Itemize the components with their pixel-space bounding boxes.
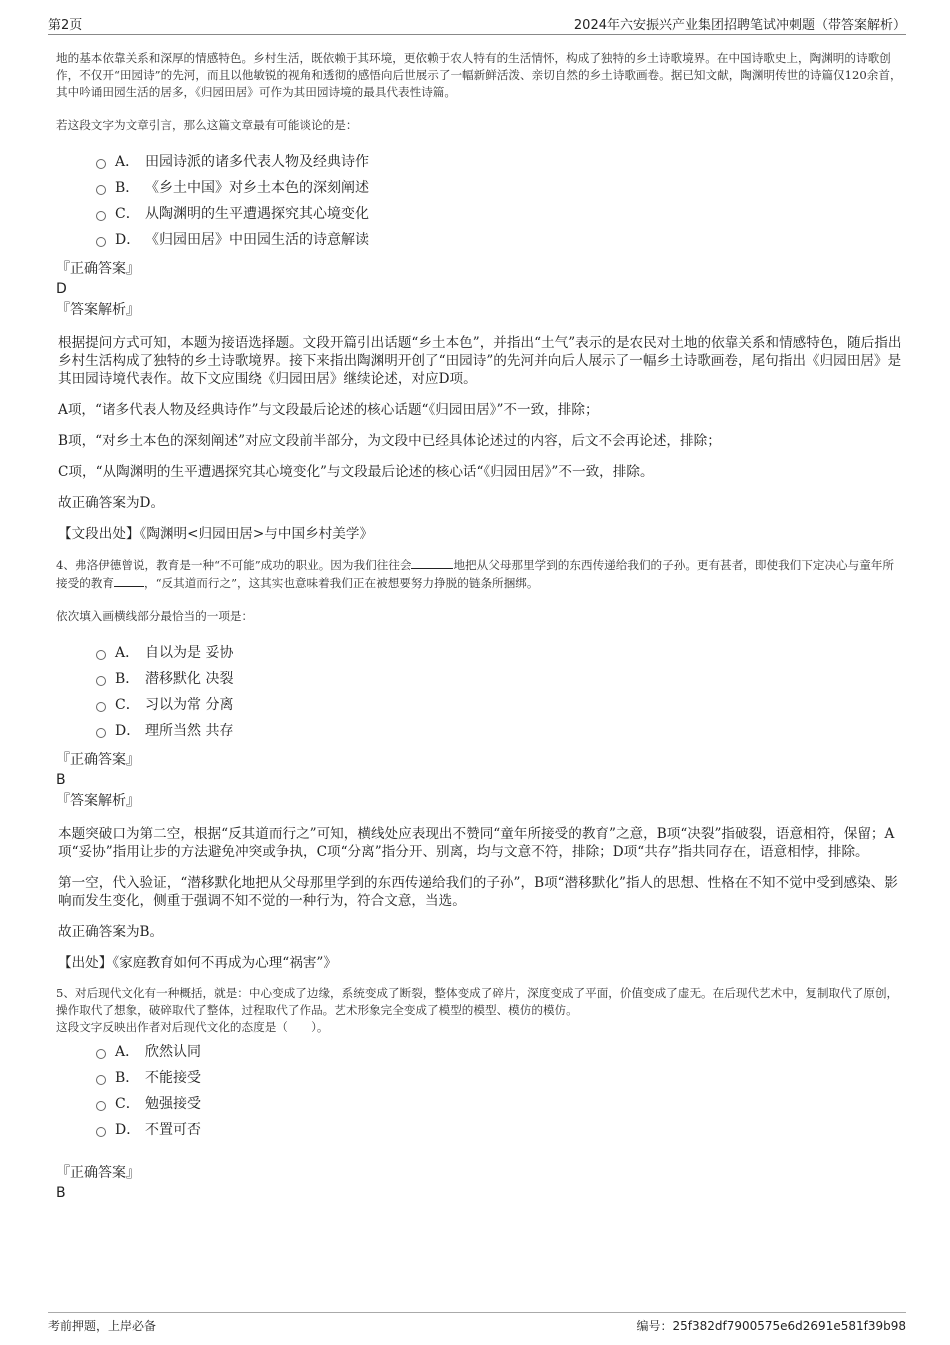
option-c[interactable] [96, 691, 902, 717]
radio-icon[interactable] [96, 237, 106, 247]
option-text: 潜移默化 决裂 [145, 671, 234, 687]
option-text: 田园诗派的诸多代表人物及经典诗作 [145, 154, 369, 170]
blank-line [411, 556, 453, 569]
correct-answer-value: B [56, 1185, 66, 1201]
radio-icon[interactable] [96, 676, 106, 686]
question-4-text-part: ，“反其道而行之”，这其实也意味着我们正在被想要努力挣脱的链条所捆绑。 [143, 576, 539, 590]
option-b[interactable] [96, 174, 902, 200]
page-header [48, 14, 906, 35]
question-4-text-part: 地把从父母那里学到的东西传递给我们的子孙。更有甚者，即使我们下定决心与童年所接受的教育 [56, 558, 895, 590]
option-b[interactable] [96, 1064, 902, 1090]
correct-answer-value: B [56, 772, 66, 788]
option-text: 《归园田居》中田园生活的诗意解读 [145, 232, 369, 248]
blank-line [114, 574, 144, 587]
option-d[interactable] [96, 717, 902, 743]
question-4-analysis [56, 825, 902, 972]
correct-answer-value: D [56, 281, 67, 297]
question-4-text-part: 4、弗洛伊德曾说，教育是一种“不可能”成功的职业。因为我们往往会 [56, 558, 412, 572]
option-text: 欣然认同 [145, 1044, 201, 1060]
option-letter: D． [115, 1122, 141, 1138]
option-text: 《乡土中国》对乡土本色的深刻阐述 [145, 180, 369, 196]
radio-icon[interactable] [96, 728, 106, 738]
question-4-prompt: 依次填入画横线部分最恰当的一项是： [56, 609, 254, 623]
question-5-text: 5、对后现代文化有一种概括，就是：中心变成了边缘，系统变成了断裂，整体变成了碎片，深度变成了平面，价值变成了虚无。在后现代艺术中，复制取代了原创，操作取代了想象，破碎取代了整体，过程取代了作品。艺术形象完全变成了模型的模型、模仿的模仿。 [56, 986, 899, 1017]
source-citation [58, 525, 902, 543]
option-a[interactable] [96, 639, 902, 665]
question-3-options [96, 148, 902, 252]
analysis-paragraph: 本题突破口为第二空，根据“反其道而行之”可知，横线处应表现出不赞同“童年所接受的教育”之意，B项“决裂”指破裂，语意相符，保留；A项“妥协”指用让步的方法避免冲突或争执，C项“分离”指分开、别离，均与文意不符，排除；D项“共存”指共同存在，语意相悖，排除。 [58, 826, 895, 860]
option-letter: B． [115, 1070, 140, 1086]
source-text: 《家庭教育如何不再成为心理“祸害”》 [112, 955, 337, 971]
analysis-paragraph: A项，“诸多代表人物及经典诗作”与文段最后论述的核心话题“《归园田居》”不一致，排除； [58, 402, 599, 418]
option-letter: C． [115, 1096, 140, 1112]
document-id: 编号：25f382df7900575e6d2691e581f39b98 [636, 1319, 906, 1333]
option-letter: A． [115, 1044, 140, 1060]
option-letter: C． [115, 206, 140, 222]
option-b[interactable] [96, 665, 902, 691]
option-text: 不置可否 [145, 1122, 201, 1138]
radio-icon[interactable] [96, 702, 106, 712]
correct-answer-label: 『正确答案』 [56, 752, 140, 768]
option-text: 习以为常 分离 [145, 697, 234, 713]
option-letter: C． [115, 697, 140, 713]
document-title: 2024年六安振兴产业集团招聘笔试冲刺题（带答案解析） [573, 18, 906, 33]
option-letter: B． [115, 671, 140, 687]
analysis-paragraph: 故正确答案为D。 [58, 495, 165, 511]
analysis-label: 『答案解析』 [56, 302, 140, 318]
option-text: 自以为是 妥协 [145, 645, 234, 661]
page-footer [48, 1312, 906, 1339]
radio-icon[interactable] [96, 185, 106, 195]
question-5-options [96, 1038, 902, 1142]
option-a[interactable] [96, 1038, 902, 1064]
source-label: 【出处】 [58, 955, 113, 971]
question-3-analysis [56, 334, 902, 543]
option-d[interactable] [96, 1116, 902, 1142]
radio-icon[interactable] [96, 159, 106, 169]
option-c[interactable] [96, 1090, 902, 1116]
option-text: 理所当然 共存 [145, 723, 234, 739]
source-text: 《陶渊明<归园田居>与中国乡村美学》 [139, 526, 374, 542]
option-text: 从陶渊明的生平遭遇探究其心境变化 [145, 206, 369, 222]
radio-icon[interactable] [96, 650, 106, 660]
page-number: 第2页 [48, 18, 83, 33]
option-letter: D． [115, 232, 141, 248]
radio-icon[interactable] [96, 211, 106, 221]
question-4-options [96, 639, 902, 743]
analysis-paragraph: 根据提问方式可知，本题为接语选择题。文段开篇引出话题“乡土本色”，并指出“土气”表示的是农民对土地的依靠关系和情感特色，随后指出乡村生活构成了独特的乡土诗歌境界。接下来指出陶渊明开创了“田园诗”的先河并向后人展示了一幅乡土诗歌画卷，尾句指出《归园田居》是其田园诗境代表作。故下文应围绕《归园田居》继续论述，对应D项。 [58, 335, 902, 387]
document-body [56, 50, 902, 1203]
radio-icon[interactable] [96, 1075, 106, 1085]
question-4-text [56, 556, 902, 592]
analysis-label: 『答案解析』 [56, 793, 140, 809]
option-text: 勉强接受 [145, 1096, 201, 1112]
question-3-text: 地的基本依靠关系和深厚的情感特色。乡村生活，既依赖于其环境，更依赖于农人特有的生活情怀，构成了独特的乡土诗歌境界。在中国诗歌史上，陶渊明的诗歌创作，不仅开“田园诗”的先河，而且以他敏锐的视角和透彻的感悟向后世展示了一幅新鲜活泼、亲切自然的乡土诗歌画卷。据已知文献，陶渊明传世的诗篇仅120余首，其中吟诵田园生活的居多，《归园田居》可作为其田园诗境的最具代表性诗篇。 [56, 51, 902, 99]
analysis-paragraph: B项，“对乡土本色的深刻阐述”对应文段前半部分，为文段中已经具体论述过的内容，后文不会再论述，排除； [58, 433, 721, 449]
footer-slogan: 考前押题，上岸必备 [48, 1319, 157, 1333]
option-letter: A． [115, 154, 140, 170]
source-citation [58, 954, 902, 972]
option-c[interactable] [96, 200, 902, 226]
option-a[interactable] [96, 148, 902, 174]
option-letter: D． [115, 723, 141, 739]
question-5-prompt: 这段文字反映出作者对后现代文化的态度是（ ）。 [56, 1020, 329, 1034]
radio-icon[interactable] [96, 1127, 106, 1137]
radio-icon[interactable] [96, 1101, 106, 1111]
radio-icon[interactable] [96, 1049, 106, 1059]
analysis-paragraph: 故正确答案为B。 [58, 924, 164, 940]
analysis-paragraph: 第一空，代入验证，“潜移默化地把从父母那里学到的东西传递给我们的子孙”，B项“潜移默化”指人的思想、性格在不知不觉中受到感染、影响而发生变化，侧重于强调不知不觉的一种行为，符合文意，当选。 [58, 875, 898, 909]
option-d[interactable] [96, 226, 902, 252]
correct-answer-label: 『正确答案』 [56, 1165, 140, 1181]
option-letter: B． [115, 180, 140, 196]
analysis-paragraph: C项，“从陶渊明的生平遭遇探究其心境变化”与文段最后论述的核心话“《归园田居》”不一致，排除。 [58, 464, 654, 480]
source-label: 【文段出处】 [58, 526, 140, 542]
correct-answer-label: 『正确答案』 [56, 261, 140, 277]
option-letter: A． [115, 645, 140, 661]
option-text: 不能接受 [145, 1070, 201, 1086]
question-3-prompt: 若这段文字为文章引言，那么这篇文章最有可能谈论的是： [56, 118, 358, 132]
